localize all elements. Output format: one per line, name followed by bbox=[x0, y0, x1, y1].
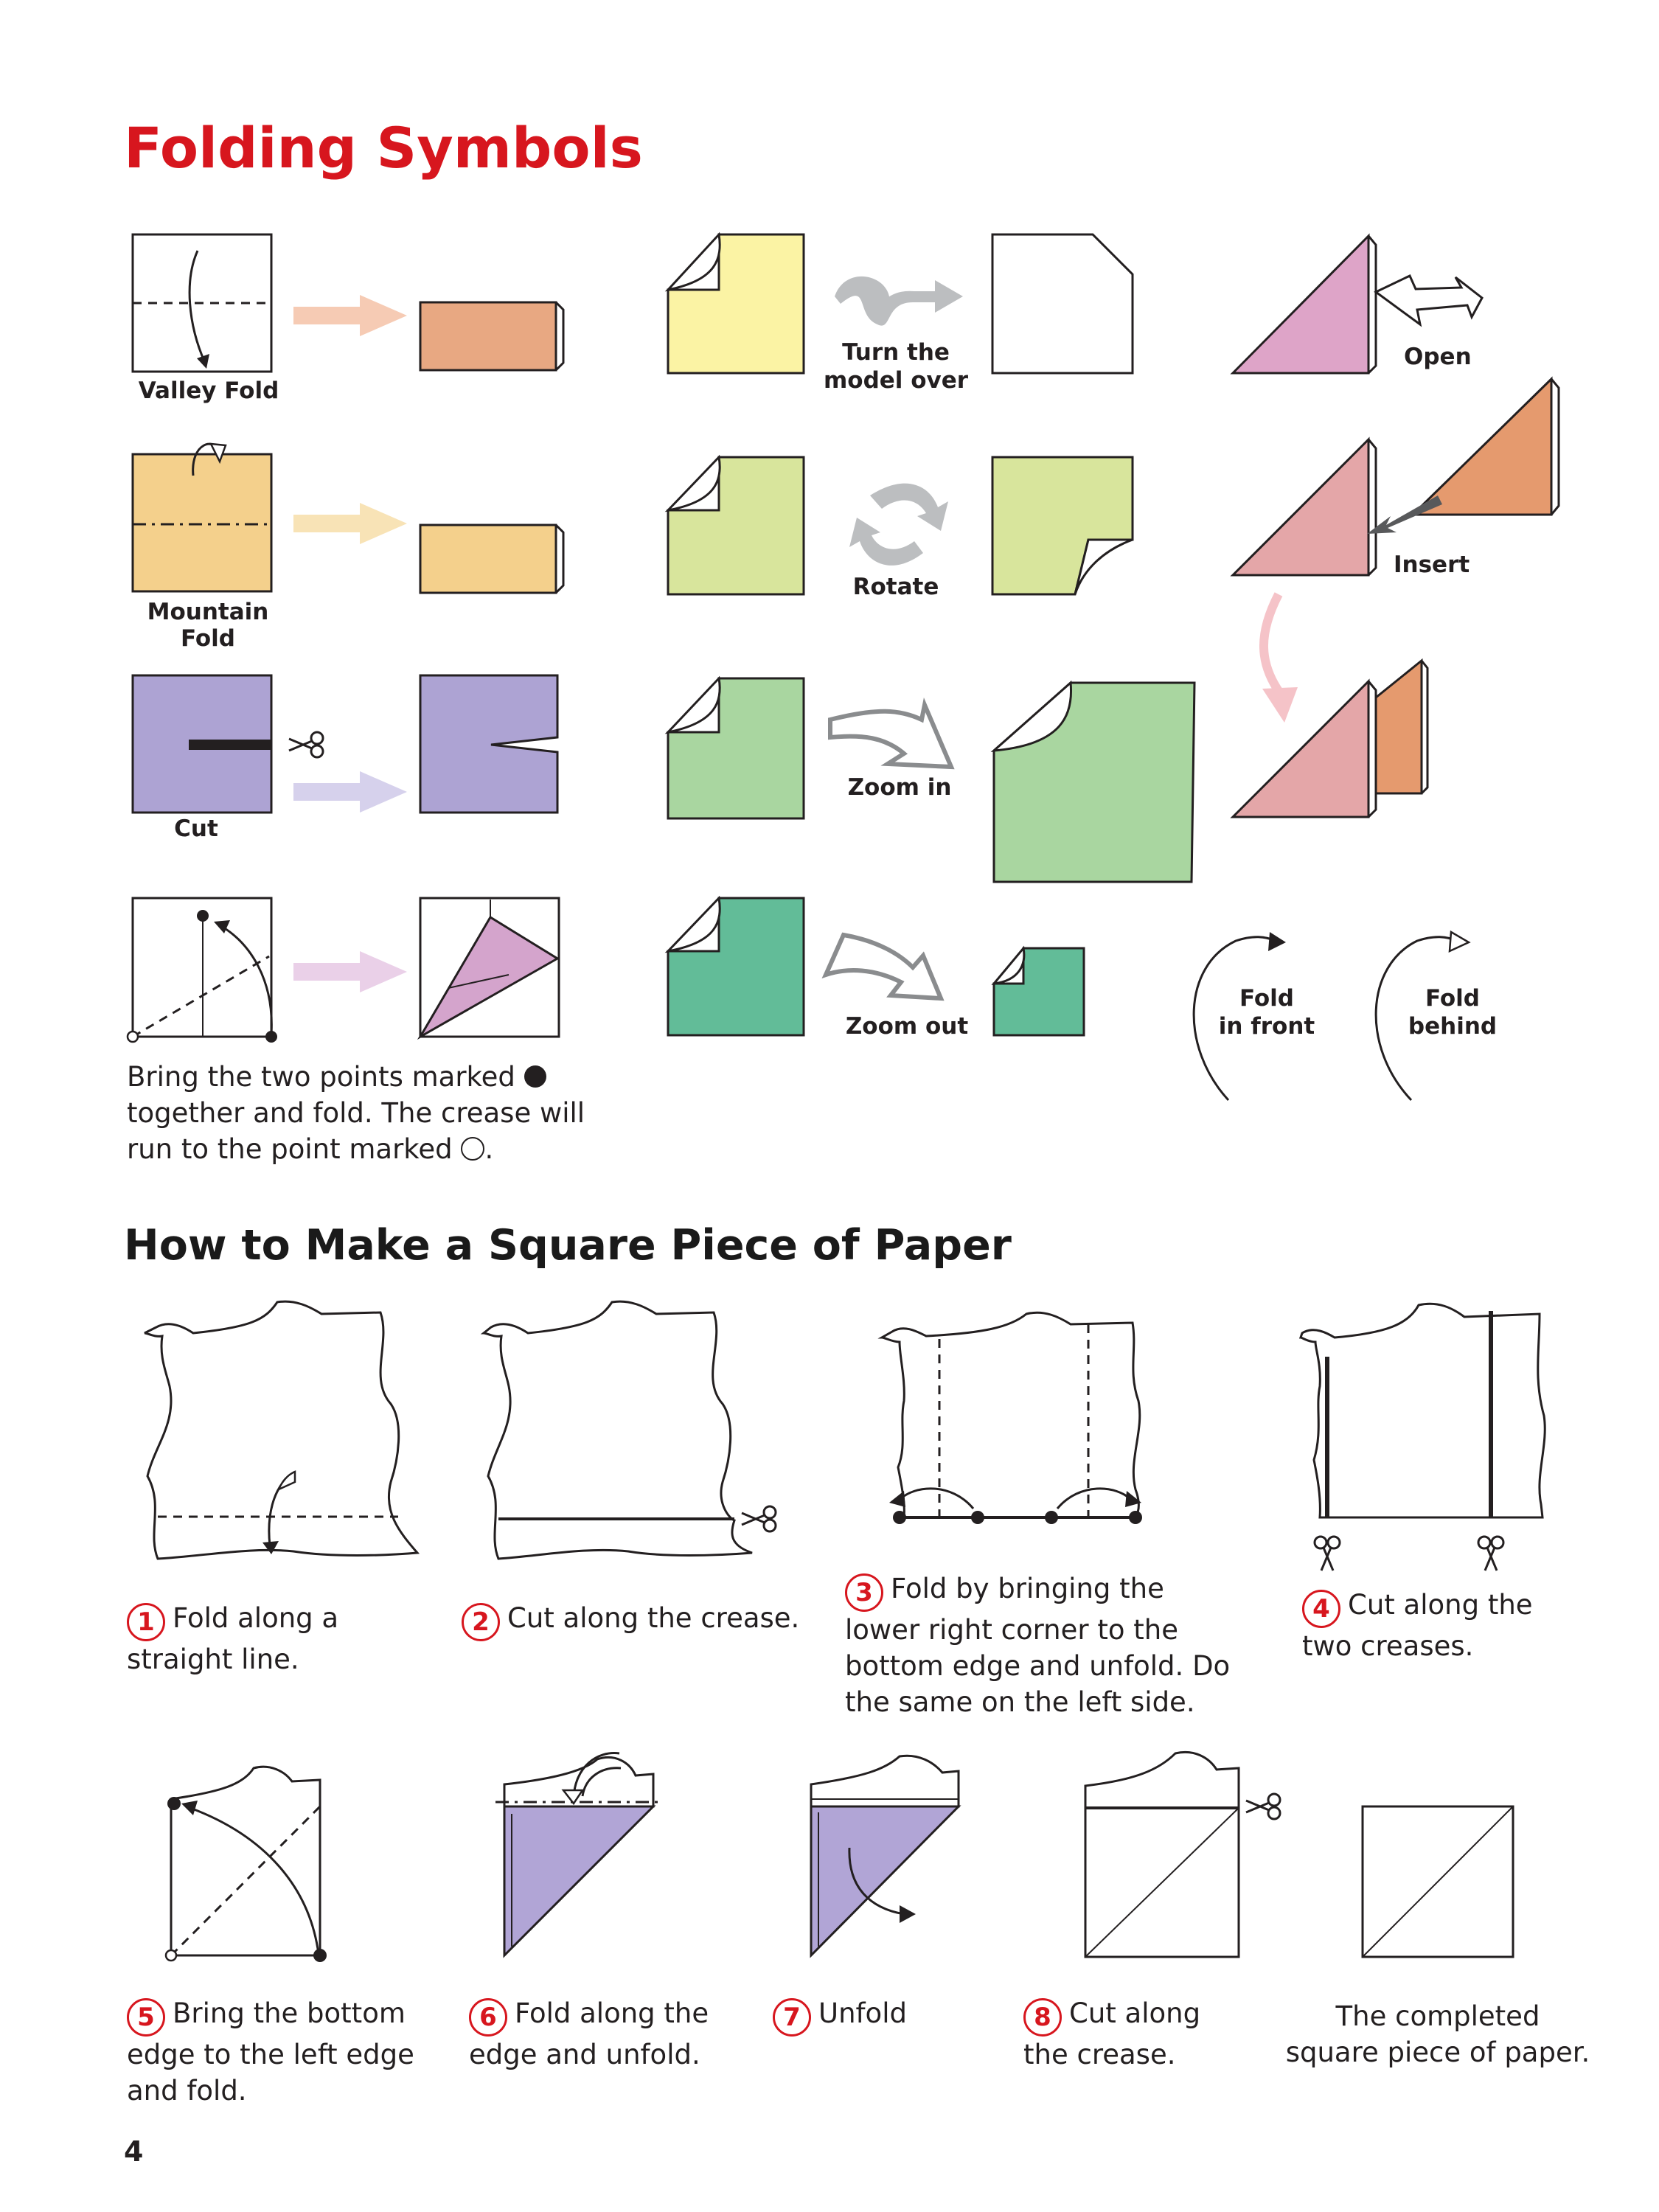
open-label: Open bbox=[1404, 344, 1472, 370]
step-5-diagram bbox=[166, 1767, 327, 1962]
black-dot-icon bbox=[524, 1065, 546, 1088]
fold-in-front-label-line2: in front bbox=[1218, 1013, 1315, 1040]
zoom-in-label: Zoom in bbox=[847, 774, 952, 801]
valley-fold-label: Valley Fold bbox=[138, 378, 279, 404]
mountain-fold-diagram bbox=[133, 444, 563, 593]
page-number: 4 bbox=[124, 2135, 144, 2168]
zoom-out-label: Zoom out bbox=[845, 1013, 969, 1040]
step-3-diagram bbox=[882, 1312, 1142, 1524]
turn-over-label-line2: model over bbox=[823, 367, 969, 394]
step-1-caption: 1 Fold along a straight line. bbox=[127, 1602, 339, 1675]
page-title: Folding Symbols bbox=[124, 115, 643, 181]
step-4-diagram bbox=[1301, 1304, 1545, 1571]
completed-square-diagram bbox=[1363, 1806, 1513, 1957]
bring-points-diagram bbox=[128, 898, 559, 1043]
cut-diagram bbox=[133, 675, 557, 813]
turn-over-label-line1: Turn the bbox=[842, 339, 950, 366]
step-6-caption: 6 Fold along the edge and unfold. bbox=[469, 1997, 709, 2070]
insert-diagram bbox=[1233, 379, 1559, 723]
step-1-diagram bbox=[145, 1301, 417, 1559]
fold-behind-label-line2: behind bbox=[1408, 1013, 1498, 1040]
completed-caption: The completed square piece of paper. bbox=[1285, 2000, 1590, 2068]
fold-behind-label-line1: Fold bbox=[1425, 985, 1481, 1012]
step-2-caption: 2 Cut along the crease. bbox=[462, 1600, 815, 1641]
step-7-diagram bbox=[811, 1756, 959, 1955]
inserted-result-diagram bbox=[1233, 661, 1427, 817]
insert-label: Insert bbox=[1394, 552, 1470, 578]
step-7-caption: 7 Unfold bbox=[773, 1995, 994, 2037]
section-heading: How to Make a Square Piece of Paper bbox=[124, 1221, 1012, 1270]
mountain-fold-label: Mountain Fold bbox=[147, 599, 269, 652]
cut-label: Cut bbox=[174, 815, 218, 842]
fold-in-front-label-line1: Fold bbox=[1239, 985, 1295, 1012]
valley-fold-diagram bbox=[133, 234, 563, 372]
step-5-caption: 5 Bring the bottom edge to the left edge and fold. bbox=[127, 1997, 414, 2107]
open-dot-icon bbox=[461, 1137, 484, 1161]
bring-points-description: Bring the two points marked together and fold. The crease will run to the point marked . bbox=[127, 1061, 585, 1165]
rotate-label: Rotate bbox=[852, 574, 939, 600]
step-8-diagram bbox=[1085, 1752, 1280, 1957]
step-2-diagram bbox=[484, 1301, 776, 1559]
step-6-diagram bbox=[495, 1753, 664, 1955]
step-8-caption: 8 Cut along the crease. bbox=[1023, 1997, 1201, 2070]
step-4-caption: 4 Cut along the two creases. bbox=[1302, 1589, 1533, 1662]
step-3-caption: 3 Fold by bringing the lower right corner to the bottom edge and unfold. Do the same on the left side. bbox=[845, 1573, 1231, 1718]
